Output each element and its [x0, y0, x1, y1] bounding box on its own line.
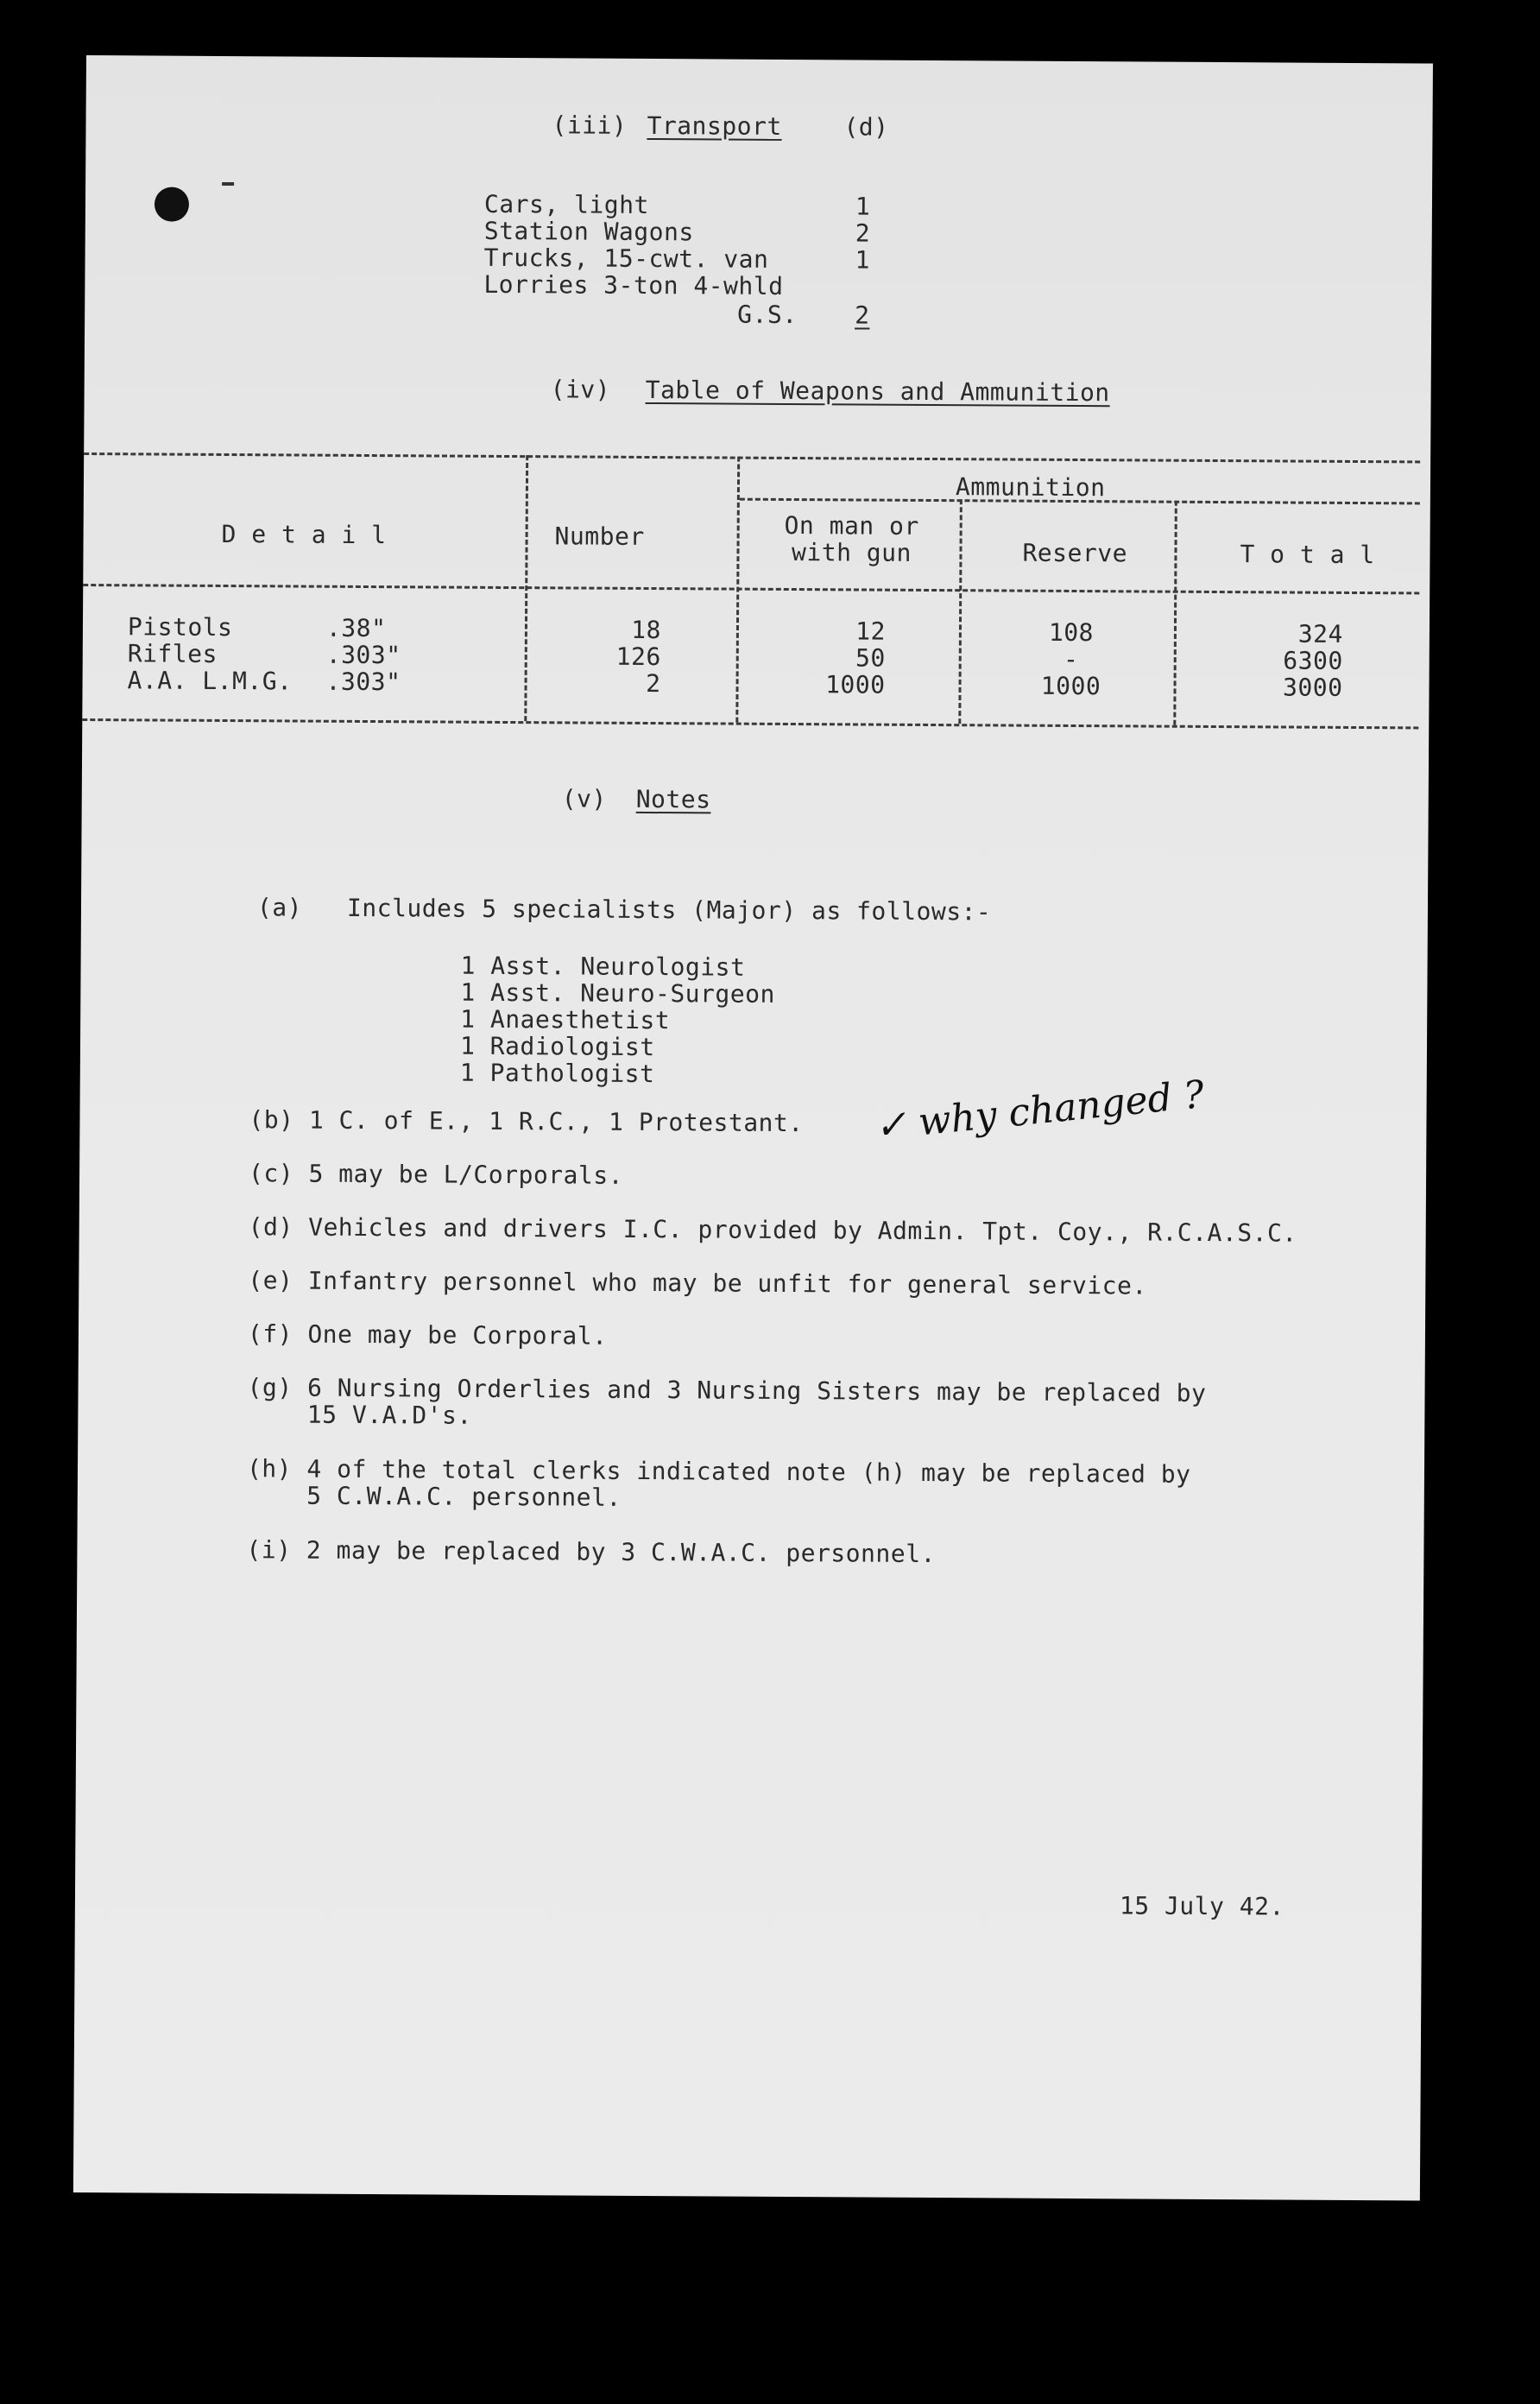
transport-item-label: Cars, light	[483, 189, 649, 219]
notes-heading-number: (v)	[561, 784, 607, 813]
note-i: (i) 2 may be replaced by 3 C.W.A.C. personnel.	[246, 1535, 936, 1569]
table-header-rule	[83, 584, 1419, 594]
note-g: (g) 6 Nursing Orderlies and 3 Nursing Sisters may be replaced by 15 V.A.D's.	[247, 1373, 1207, 1430]
transport-item-label: Station Wagons	[483, 216, 694, 247]
transport-heading-number: (iii)	[552, 111, 628, 140]
specialist-item: 1 Asst. Neuro-Surgeon	[460, 977, 775, 1009]
document-date: 15 July 42.	[1119, 1891, 1284, 1921]
row-calibre: .303"	[325, 640, 401, 670]
column-header-ammunition: Ammunition	[955, 472, 1106, 503]
notes-heading: Notes	[635, 784, 711, 814]
column-header-number: Number	[554, 522, 645, 551]
transport-item-label: Trucks, 15-cwt. van	[483, 243, 769, 274]
column-header-on-man: On man or with gun	[784, 510, 919, 567]
handwritten-annotation: ✓ why changed ?	[872, 1072, 1207, 1149]
row-on-man: 12	[855, 617, 887, 646]
row-number: 18	[631, 615, 662, 645]
row-calibre: .38"	[325, 613, 387, 643]
row-on-man: 50	[855, 643, 886, 673]
row-total: 6300	[1283, 646, 1343, 675]
table-bottom-rule	[82, 718, 1418, 729]
column-header-total: T o t a l	[1240, 540, 1375, 570]
transport-item-value: 1	[855, 245, 871, 275]
specialist-item: 1 Anaesthetist	[460, 1004, 671, 1035]
specialist-item: 1 Radiologist	[459, 1031, 655, 1062]
row-name: A.A. L.M.G.	[127, 666, 293, 696]
row-calibre: .303"	[325, 667, 401, 697]
note-a-label: (a)	[256, 893, 303, 922]
row-name: Rifles	[127, 639, 218, 668]
weapons-heading-number: (iv)	[550, 375, 611, 404]
row-total: 3000	[1283, 673, 1343, 702]
transport-heading: Transport	[647, 111, 782, 141]
note-b: (b) 1 C. of E., 1 R.C., 1 Protestant.	[249, 1105, 804, 1138]
note-e: (e) Infantry personnel who may be unfit for general service.	[248, 1266, 1147, 1300]
row-reserve: 108	[1048, 617, 1095, 648]
transport-item-value: 2	[855, 218, 871, 248]
column-header-detail: D e t a i l	[221, 519, 387, 550]
row-reserve: -	[1063, 644, 1079, 674]
row-reserve: 1000	[1040, 671, 1101, 701]
column-divider	[958, 499, 962, 724]
row-number: 2	[646, 668, 661, 699]
specialist-item: 1 Pathologist	[459, 1058, 655, 1089]
transport-item-value: 1	[855, 192, 871, 221]
transport-item-label: Lorries 3-ton 4-whld	[483, 269, 784, 300]
row-on-man: 1000	[825, 670, 886, 699]
ink-blot-mark	[155, 187, 189, 221]
weapons-heading: Table of Weapons and Ammunition	[645, 375, 1110, 408]
transport-item-label: G.S.	[737, 300, 798, 330]
margin-tick-mark	[222, 182, 234, 186]
note-f: (f) One may be Corporal.	[247, 1319, 608, 1351]
column-divider	[1173, 501, 1177, 725]
transport-item-value: 2	[855, 300, 870, 330]
note-a-text: Includes 5 specialists (Major) as follows:-	[346, 893, 992, 927]
row-number: 126	[615, 642, 661, 672]
note-h: (h) 4 of the total clerks indicated note (h) may be replaced by 5 C.W.A.C. personnel.	[246, 1454, 1191, 1512]
column-header-reserve: Reserve	[1022, 538, 1128, 568]
document-page	[73, 55, 1433, 2200]
transport-heading-ref: (d)	[843, 112, 889, 142]
row-total: 324	[1297, 619, 1344, 648]
table-top-rule	[84, 452, 1420, 463]
note-d: (d) Vehicles and drivers I.C. provided by Admin. Tpt. Coy., R.C.A.S.C.	[248, 1212, 1297, 1248]
note-c: (c) 5 may be L/Corporals.	[248, 1159, 624, 1190]
row-name: Pistols	[127, 612, 233, 642]
specialist-item: 1 Asst. Neurologist	[460, 951, 746, 982]
